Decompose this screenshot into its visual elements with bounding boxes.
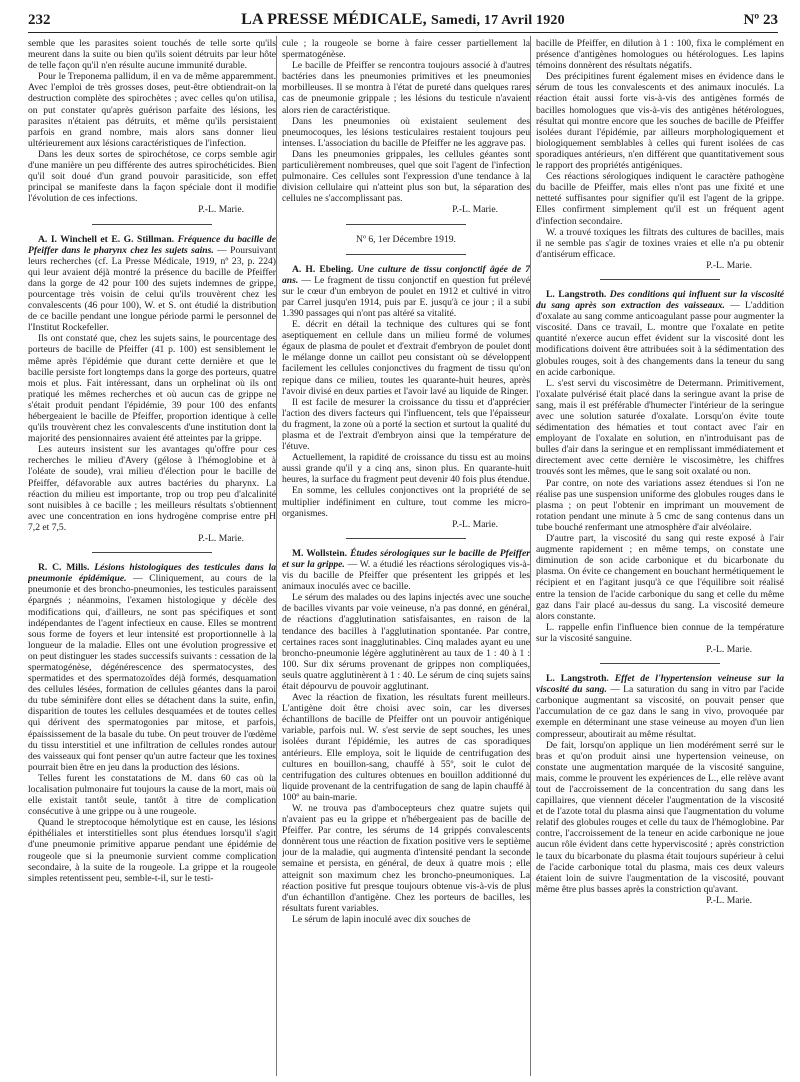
issue-date: Samedi, 17 Avril 1920 bbox=[430, 13, 565, 28]
abstract-wollstein bbox=[282, 548, 530, 592]
article-text: — W. a étudié les réactions sérologiques vis-à-vis du bacille de Pfeiffer que présentent les grippés et les animaux inoculés avec ce bacille. bbox=[282, 558, 530, 593]
article-text: — Le fragment de tissu conjonctif en question fut prélevé sur le cœur d'un embryon de poulet en 1912 et cultivé in vitro par Carrel jusqu'en 1914, puis par E. jusqu'à ce jour ; il a subi 1.390 passages qui n'ont pas altéré sa vitalité. bbox=[282, 274, 530, 319]
journal-name: LA PRESSE MÉDICALE, bbox=[241, 11, 427, 28]
article-authors: L. Langstroth. bbox=[546, 673, 609, 685]
column-3 bbox=[536, 38, 784, 1078]
paragraph: Le bacille de Pfeiffer se rencontra toujours associé à d'autres bactéries dans les pneumonies primitives et les pneumonies morbilleuses. Il se montra à l'état de pureté dans quelques rares cas de pneumonie grippale ; les lésions du testicule n'avaient alors rien de caractéristique. bbox=[282, 60, 530, 116]
paragraph: Dans les pneumonies grippales, les cellules géantes sont particulièrement nombreuses, quel que soit l'agent de l'infection pulmonaire. Ces cellules sont l'expression d'une tendance à la division cellulaire qui n'atteint plus son but, la séparation des cellules ne s'accomplissant pas. bbox=[282, 148, 530, 205]
section-heading: Nº 6, 1er Décembre 1919. bbox=[356, 233, 456, 245]
paragraph: Quand le streptocoque hémolytique est en cause, les lésions épithéliales et interstitielles sont plus étendues lorsqu'il s'agit d'une pneumonie primitive apparue pendant une épidémie de rougeole que si la pneumonie survient comme complication secondaire, à la suite de la rougeole. La grippe et la rougeole simples retentissent peu, semble-t-il, sur le testi- bbox=[28, 817, 276, 884]
paragraph: D'autre part, la viscosité du sang qui reste exposé à l'air augmente rapidement ; en même temps, on constate une diminution de son acide carbonique et du bicarbonate du plasma. On évite ce changement en bouchant hermétiquement le récipient et en l'agitant jusqu'à ce que l'équilibre soit réalisé entre la tension de l'acide carbonique du sang et celle du même gaz dans l'air placé au-dessus du sang. La viscosité demeure alors constante. bbox=[536, 533, 784, 622]
paragraph: W. a trouvé toxiques les filtrats des cultures de bacilles, mais il ne semble pas s'agir de toxines vraies et elle n'a pu obtenir d'antisérum efficace. bbox=[536, 226, 784, 260]
article-title: Effet de l'hypertension veineuse sur la viscosité du sang. bbox=[536, 673, 784, 696]
article-title: Lésions histologiques des testicules dans la pneumonie épidémique. bbox=[28, 562, 276, 585]
column-divider bbox=[276, 36, 277, 1076]
paragraph: Dans les deux sortes de spirochétose, ce corps semble agir d'une manière un peu différente des autres spirochéticides. Bien qu'il soit doué d'un grand pouvoir parasiticide, son effet principal se manifeste dans la façon spéciale dont il modifie l'évolution de ces infections. bbox=[28, 148, 276, 205]
article-separator bbox=[92, 224, 212, 225]
page-number: 232 bbox=[28, 12, 51, 28]
article-text: — La saturation du sang in vitro par l'acide carbonique augmentant sa viscosité, on pouvait penser que l'accumulation de ce gaz dans le sang in vivo, provoquée par exemple en déterminant une stase veineuse au moyen d'un lien compresseur, aboutirait au même résultat. bbox=[536, 684, 784, 740]
paragraph: E. décrit en détail la technique des cultures qui se font aseptiquement en cellule dans un milieu formé de volumes égaux de plasma de poulet et d'extrait d'embryon de poulet dont le mélange donne un caillot peu consistant où se développent facilement les cellules conjonctives du fragment de tissu qu'on repique dans ce milieu, toutes les quarante-huit heures, après l'avoir divisé en deux parties et l'avoir lavé au liquide de Ringer. bbox=[282, 319, 530, 397]
article-authors: R. C. Mills. bbox=[38, 562, 90, 574]
page-header bbox=[28, 10, 778, 32]
signature: P.-L. Marie. bbox=[198, 533, 244, 545]
paragraph: Ces réactions sérologiques indiquent le caractère pathogène du bacille de Pfeiffer, mais elles n'ont pas une fixité et une netteté suffisantes pour signifier qu'il est l'agent de la grippe. Elles confirment simplement qu'il est un fréquent agent d'infection secondaire. bbox=[536, 171, 784, 227]
paragraph: Il est facile de mesurer la croissance du tissu et d'apprécier l'action des divers facteurs qui l'influencent, tels que l'épaisseur du fragment, la zone où a porté la section et surtout la qualité du plasma et de l'extrait d'embryon ainsi que la température de l'étuve. bbox=[282, 396, 530, 453]
article-authors: L. Langstroth. bbox=[546, 288, 607, 300]
paragraph: Dans les pneumonies où existaient seulement des pneumocoques, les lésions testiculaires restaient toujours peu intenses. L'association du bacille de Pfeiffer ne les aggrave pas. bbox=[282, 115, 530, 149]
abstract-mills bbox=[28, 562, 276, 773]
article-title: Fréquence du bacille de Pfeiffer dans le pharynx chez les sujets sains. bbox=[28, 233, 276, 256]
article-separator bbox=[600, 663, 720, 664]
column-divider bbox=[530, 36, 531, 1076]
abstract-langstroth-1 bbox=[536, 289, 784, 378]
header-rule bbox=[28, 32, 778, 33]
paragraph: Avec la réaction de fixation, les résultats furent meilleurs. L'antigène doit être choisi avec soin, car les diverses échantillons de bacille de Pfeiffer ont un pouvoir antigénique variable, parfois nul. W. s'est servie de sept souches, les unes isolées durant l'épidémie, les autres de cas sporadiques antérieurs. Elle employa, soit le liquide de centrifugation des cultures en bouillon-sang, chauffé à 55º, soit le culot de centrifugation des cultures obtenues en bouillon additionné du liquide provenant de la centrifugation de sang de lapin chauffé à 100º au bain-marie. bbox=[282, 692, 530, 803]
article-separator bbox=[92, 552, 212, 553]
article-title: Une culture de tissu conjonctif âgée de 7 ans. bbox=[282, 263, 530, 286]
abstract-winchell bbox=[28, 234, 276, 334]
paragraph: cule ; la rougeole se borne à faire cesser partiellement la spermatogénèse. bbox=[282, 38, 530, 61]
signature: P.-L. Marie. bbox=[452, 204, 498, 216]
article-separator bbox=[346, 224, 466, 225]
issue-number: Nº 23 bbox=[743, 12, 778, 28]
signature: P.-L. Marie. bbox=[452, 518, 498, 530]
article-separator bbox=[600, 279, 720, 280]
article-title: Études sérologiques sur le bacille de Pfeiffer et sur la grippe. bbox=[282, 547, 530, 570]
paragraph: Ils ont constaté que, chez les sujets sains, le pourcentage des porteurs de bacille de Pfeiffer (41 p. 100) est sensiblement le même après l'épidémie que durant cette dernière et que le bacille persiste fort longtemps dans la gorge des porteurs, quatre mois et plus. Fait intéressant, dans un orphelinat où ils ont pratiqué les mêmes recherches et où aucun cas de grippe ne s'était produit pendant l'épidémie, 39 pour 100 des enfants hébergeaient le bacille de Pfeiffer, proportion identique à celle qu'ils trouvèrent chez les convalescents d'une institution dont la majorité des pensionnaires avaient été atteintes par la grippe. bbox=[28, 333, 276, 445]
article-authors: M. Wollstein. bbox=[292, 547, 348, 559]
paragraph: Par contre, on note des variations assez étendues si l'on ne réalise pas une suspension uniforme des globules rouges dans le plasma ; on peut l'obtenir en imprimant un mouvement de rotation pendant une minute à 5 cmc de sang contenus dans un tube bouché renfermant une atmosphère d'air alvéolaire. bbox=[536, 477, 784, 533]
paragraph: semble que les parasites soient touchés de telle sorte qu'ils meurent dans la suite ou bien qu'ils soient détruits par leur hôte de telle façon qu'il n'en résulte aucune immunité durable. bbox=[28, 38, 276, 72]
running-title bbox=[28, 11, 778, 29]
signature: P.-L. Marie. bbox=[706, 894, 752, 906]
article-text: — Cliniquement, au cours de la pneumonie et des broncho-pneumonies, les testicules paraissent épargnés ; néanmoins, l'examen histologique y décèle des modifications qui, d'ailleurs, ne sont pas spécifiques et sont indépendantes de l'agent infectieux en cause. Elles se montrent sous forme de foyers et leur intensité est proportionnelle à la longueur de la maladie. Elles ont une évolution progressive et on peut distinguer les stades successifs suivants : cessation de la spermatogénèse, dégénérescence des spermatocystes, des spermatides et des spermatozoïdes déjà formés, desquamation des cellules lésées, formation de cellules géantes dans la paroi du tube séminifère dont elles se détachent dans la suite, enfin, disparition de toutes les cellules desquamées et de toutes celles qui dérivent des spermatogonies par mitose, et parfois, épaississement de la basale du tube. On peut trouver de l'œdème du tissu interstitiel et une infiltration de cellules rondes autour des vaisseaux qui font penser qu'un autre facteur que les toxines pourrait bien être en jeu dans la production des lésions. bbox=[28, 573, 276, 773]
article-text: — L'addition d'oxalate au sang comme anticoagulant passe pour augmenter la viscosité. Dans ce travail, L. montre que l'oxalate en petite quantité n'exerce aucun effet évident sur la viscosité dont les modifications doivent être attribuées soit à la sédimentation des globules rouges, soit à des changements dans la teneur du sang en acide carbonique. bbox=[536, 300, 784, 378]
paragraph: Le sérum des malades ou des lapins injectés avec une souche de bacilles vivants par voie veineuse, n'a pas donné, en général, de réactions d'agglutination satisfaisantes, en raison de la tendance des bacilles à l'agglutination spontanée. Par contre, certaines races sont inagglutinables. Cinq malades ayant eu une broncho-pneumonie légère agglutinèrent au taux de 1 : 40 à 1 : 100. Sur dix sérums provenant de grippes non compliquées, seuls quatre agglutinèrent à 1 : 40. Le sérum de cinq sujets sains était dépourvu de pouvoir agglutinant. bbox=[282, 592, 530, 692]
column-2 bbox=[282, 38, 530, 1078]
paragraph: Pour le Treponema pallidum, il en va de même apparemment. Avec l'emploi de très grosses doses, peut-être obtiendrait-on la destruction complète des spirochètes ; avec celles qu'on utilisa, on put constater qu'après guérison parfaite des lésions, les parasites n'étaient pas détruits, et même qu'ils persistaient parfois en grand nombre, mais alors sans donner lieu ultérieurement aux lésions caractéristiques de l'infection. bbox=[28, 71, 276, 149]
paragraph: W. ne trouva pas d'ambocepteurs chez quatre sujets qui n'avaient pas eu la grippe et n'hébergeaient pas de bacille de Pfeiffer. Par contre, les sérums de 14 grippés convalescents donnèrent tous une réaction de fixation positive vers le septième jour de la maladie, qui augmenta d'intensité pendant la seconde semaine et persista, en général, de deux à quatre mois ; elle atteignit son maximum chez les broncho-pneumoniques. La réaction positive fut presque toujours obtenue vis-à-vis de plus d'un échantillon d'antigène. Chez les porteurs de bacilles, les résultats furent variables. bbox=[282, 803, 530, 914]
paragraph: En somme, les cellules conjonctives ont la propriété de se multiplier indéfiniment en culture, tout comme les micro-organismes. bbox=[282, 485, 530, 519]
paragraph: L. s'est servi du viscosimètre de Determann. Primitivement, l'oxalate pulvérisé était placé dans la seringue avant la prise de sang, mais il est préférable d'humecter l'intérieur de la seringue avec une solution saturée d'oxalate. Lorsqu'on évite toute sédimentation des hématies et tout contact avec l'air en employant de l'oxalate en solution, en n'introduisant pas de bulles d'air dans la seringue et en remplissant immédiatement et directement avec cette dernière le viscosimètre, les chiffres trouvés sont les mêmes, que le sang soit oxalaté ou non. bbox=[536, 377, 784, 478]
abstract-ebeling bbox=[282, 264, 530, 319]
signature: P.-L. Marie. bbox=[706, 259, 752, 271]
signature: P.-L. Marie. bbox=[198, 204, 244, 216]
article-authors: A. I. Winchell et E. G. Stillman. bbox=[38, 233, 175, 245]
article-separator bbox=[346, 538, 466, 539]
article-title: Des conditions qui influent sur la viscosité du sang après son extraction des vaisseaux. bbox=[536, 288, 784, 312]
paragraph: Actuellement, la rapidité de croissance du tissu est au moins aussi grande qu'il y a cinq ans, sinon plus. En quarante-huit heures, la surface du fragment peut devenir 40 fois plus étendue. bbox=[282, 452, 530, 486]
abstract-langstroth-2 bbox=[536, 673, 784, 740]
article-authors: A. H. Ebeling. bbox=[292, 263, 354, 275]
paragraph: Telles furent les constatations de M. dans 60 cas où la localisation pulmonaire fut toujours la cause de la mort, mais où elle existait tantôt seule, tantôt à titre de complication consécutive à une grippe ou à une rougeole. bbox=[28, 772, 276, 818]
paragraph: Les auteurs insistent sur les avantages qu'offre pour ces recherches le milieu d'Avery (gélose à l'hémoglobine et à l'oléate de soude), vrai milieu d'élection pour le bacille de Pfeiffer, défavorable aux autres bactéries du pharynx. La réaction du milieu est importante, trop ou trop peu d'alcalinité sont nuisibles à ce bacille ; les meilleurs résultats s'obtiennent avec une concentration en ions hydrogène comprise entre pH 7,2 et 7,5. bbox=[28, 444, 276, 533]
column-1 bbox=[28, 38, 276, 1078]
paragraph: Des précipitines furent également mises en évidence dans le sérum de tous les convalescents et des animaux inoculés. La réaction était aussi forte vis-à-vis des antigènes formés de bacilles homologues que vis-à-vis des antigènes hétérologues, résultat qui montre encore que les souches de bacille de Pfeiffer isolées durant l'épidémie, par ailleurs morphologiquement et biologiquement semblables à celles qui furent isolées de cas sporadiques antérieurs, n'en différent que quantitativement sous le rapport des propriétés antigéniques. bbox=[536, 71, 784, 172]
article-separator bbox=[346, 254, 466, 255]
paragraph: L. rappelle enfin l'influence bien connue de la température sur la viscosité sanguine. bbox=[536, 621, 784, 644]
paragraph: bacille de Pfeiffer, en dilution à 1 : 100, fixa le complément en présence d'antigènes homologues ou hétérologues. Les lapins témoins donnèrent des résultats négatifs. bbox=[536, 38, 784, 72]
paragraph: De fait, lorsqu'on applique un lien modérément serré sur le bras et qu'on produit ainsi une hypertension veineuse, on constate une augmentation marquée de la viscosité sanguine, mais, comme le prouvent les expériences de L., elle relève avant tout de l'accroissement de la concentration du sang dans les capillaires, que viennent déceler l'augmentation de la viscosité et de l'azote total du plasma ainsi que l'augmentation du volume relatif des globules rouges et celle du taux de l'hémoglobine. Par contre, l'accroissement de la teneur en acide carbonique ne joue aucun rôle évident dans cette hyperviscosité ; après constriction le taux du bicarbonate du plasma était toujours supérieur à celui de l'acide carbonique total du plasma, mais ces deux valeurs étaient loin de suivre l'augmentation de la viscosité, pouvant même être plus basses après la constriction qu'avant. bbox=[536, 739, 784, 895]
paragraph: Le sérum de lapin inoculé avec dix souches de bbox=[292, 913, 471, 925]
signature: P.-L. Marie. bbox=[706, 643, 752, 655]
article-text: — Poursuivant leurs recherches (cf. La Presse Médicale, 1919, nº 23, p. 224) qui leur avaient déjà montré la présence du bacille de Pfeiffer dans la gorge de 42 pour 100 des sujets indemnes de grippe, pourcentage très voisin de celui qu'ils trouvèrent chez les convalescents (46 pour 100), W. et S. ont étudié la distribution de ce bacille pendant une longue période parmi le personnel de l'Institut Rockefeller. bbox=[28, 244, 276, 334]
